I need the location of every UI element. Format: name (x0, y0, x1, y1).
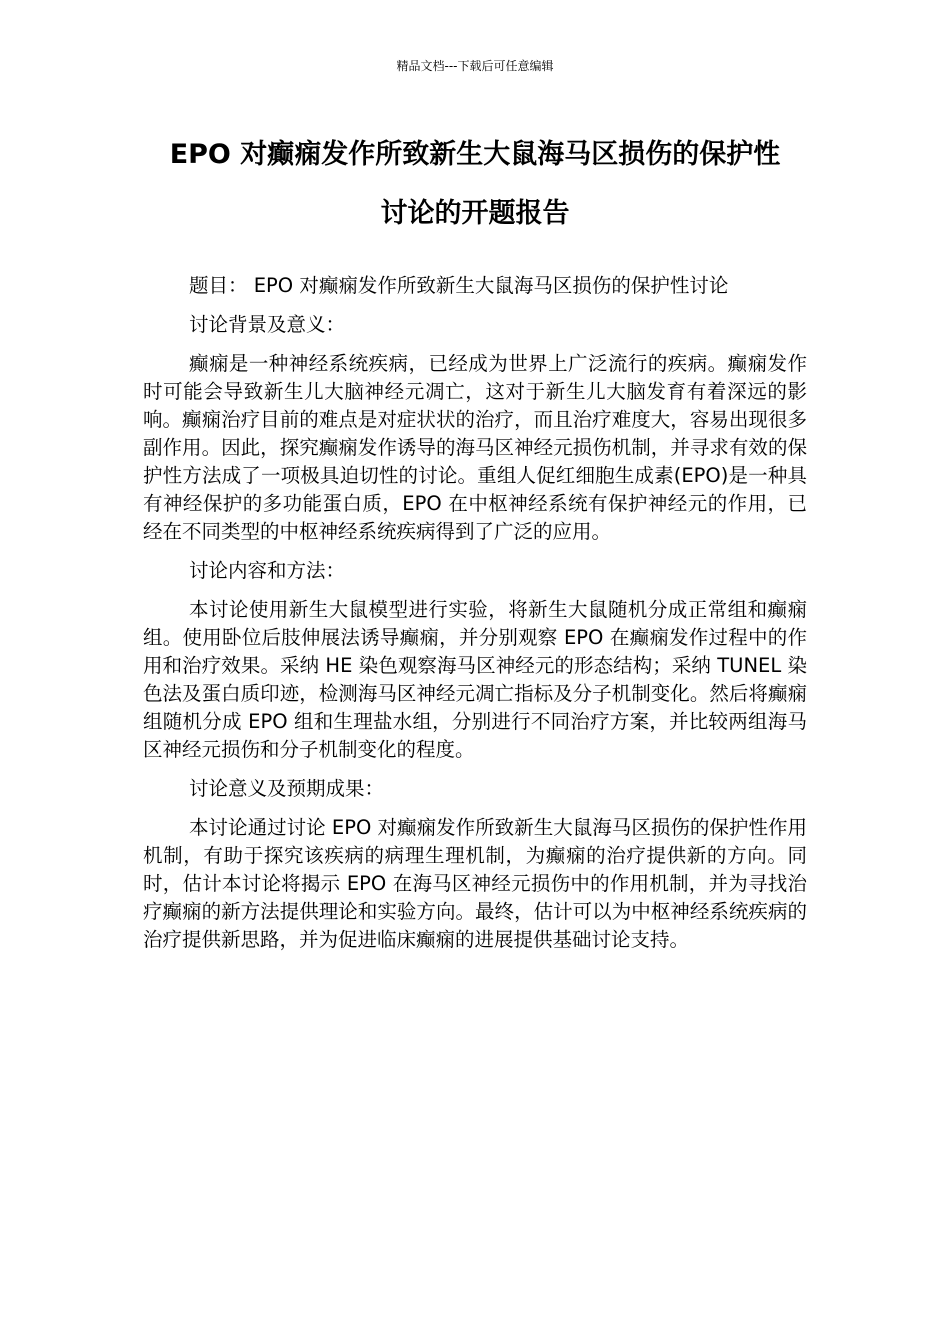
page-header-note: 精品文档---下载后可任意编辑 (396, 59, 554, 73)
section-heading-background: 讨论背景及意义： (189, 313, 346, 336)
section-body-background: 癫痫是一种神经系统疾病，已经成为世界上广泛流行的疾病。癫痫发作时可能会导致新生儿大脑神经元凋亡，这对于新生儿大脑发育有着深远的影响。癫痫治疗目前的难点是对症状状的治疗，而且治疗难度大，容易出现很多副作用。因此，探究癫痫发作诱导的海马区神经元损伤机制，并寻求有效的保护性方法成了一项极具迫切性的讨论。重组人促红细胞生成素(EPO)是一种具有神经保护的多功能蛋白质，EPO 在中枢神经系统有保护神经元的作用，已经在不同类型的中枢神经系统疾病得到了广泛的应用。 (143, 352, 807, 543)
section-body-methods: 本讨论使用新生大鼠模型进行实验，将新生大鼠随机分成正常组和癫痫组。使用卧位后肢伸展法诱导癫痫，并分别观察 EPO 在癫痫发作过程中的作用和治疗效果。采纳 HE 染色观察海马区神经元的形态结构；采纳 TUNEL 染色法及蛋白质印迹，检测海马区神经元凋亡指标及分子机制变化。然后将癫痫组随机分成 EPO 组和生理盐水组，分别进行不同治疗方案，并比较两组海马区神经元损伤和分子机制变化的程度。 (143, 598, 807, 761)
document-body (143, 272, 807, 954)
section-heading-significance: 讨论意义及预期成果： (189, 777, 385, 800)
document-title-line-2: 讨论的开题报告 (380, 198, 570, 229)
section-heading-methods: 讨论内容和方法： (189, 559, 346, 582)
section-body-significance: 本讨论通过讨论 EPO 对癫痫发作所致新生大鼠海马区损伤的保护性作用机制，有助于探究该疾病的病理生理机制，为癫痫的治疗提供新的方向。同时，估计本讨论将揭示 EPO 在海马区神经元损伤中的作用机制，并为寻找治疗癫痫的新方法提供理论和实验方向。最终，估计可以为中枢神经系统疾病的治疗提供新思路，并为促进临床癫痫的进展提供基础讨论支持。 (143, 816, 807, 951)
document-title-line-1: EPO 对癫痫发作所致新生大鼠海马区损伤的保护性 (169, 139, 781, 170)
topic-line: 题目： EPO 对癫痫发作所致新生大鼠海马区损伤的保护性讨论 (189, 274, 729, 297)
